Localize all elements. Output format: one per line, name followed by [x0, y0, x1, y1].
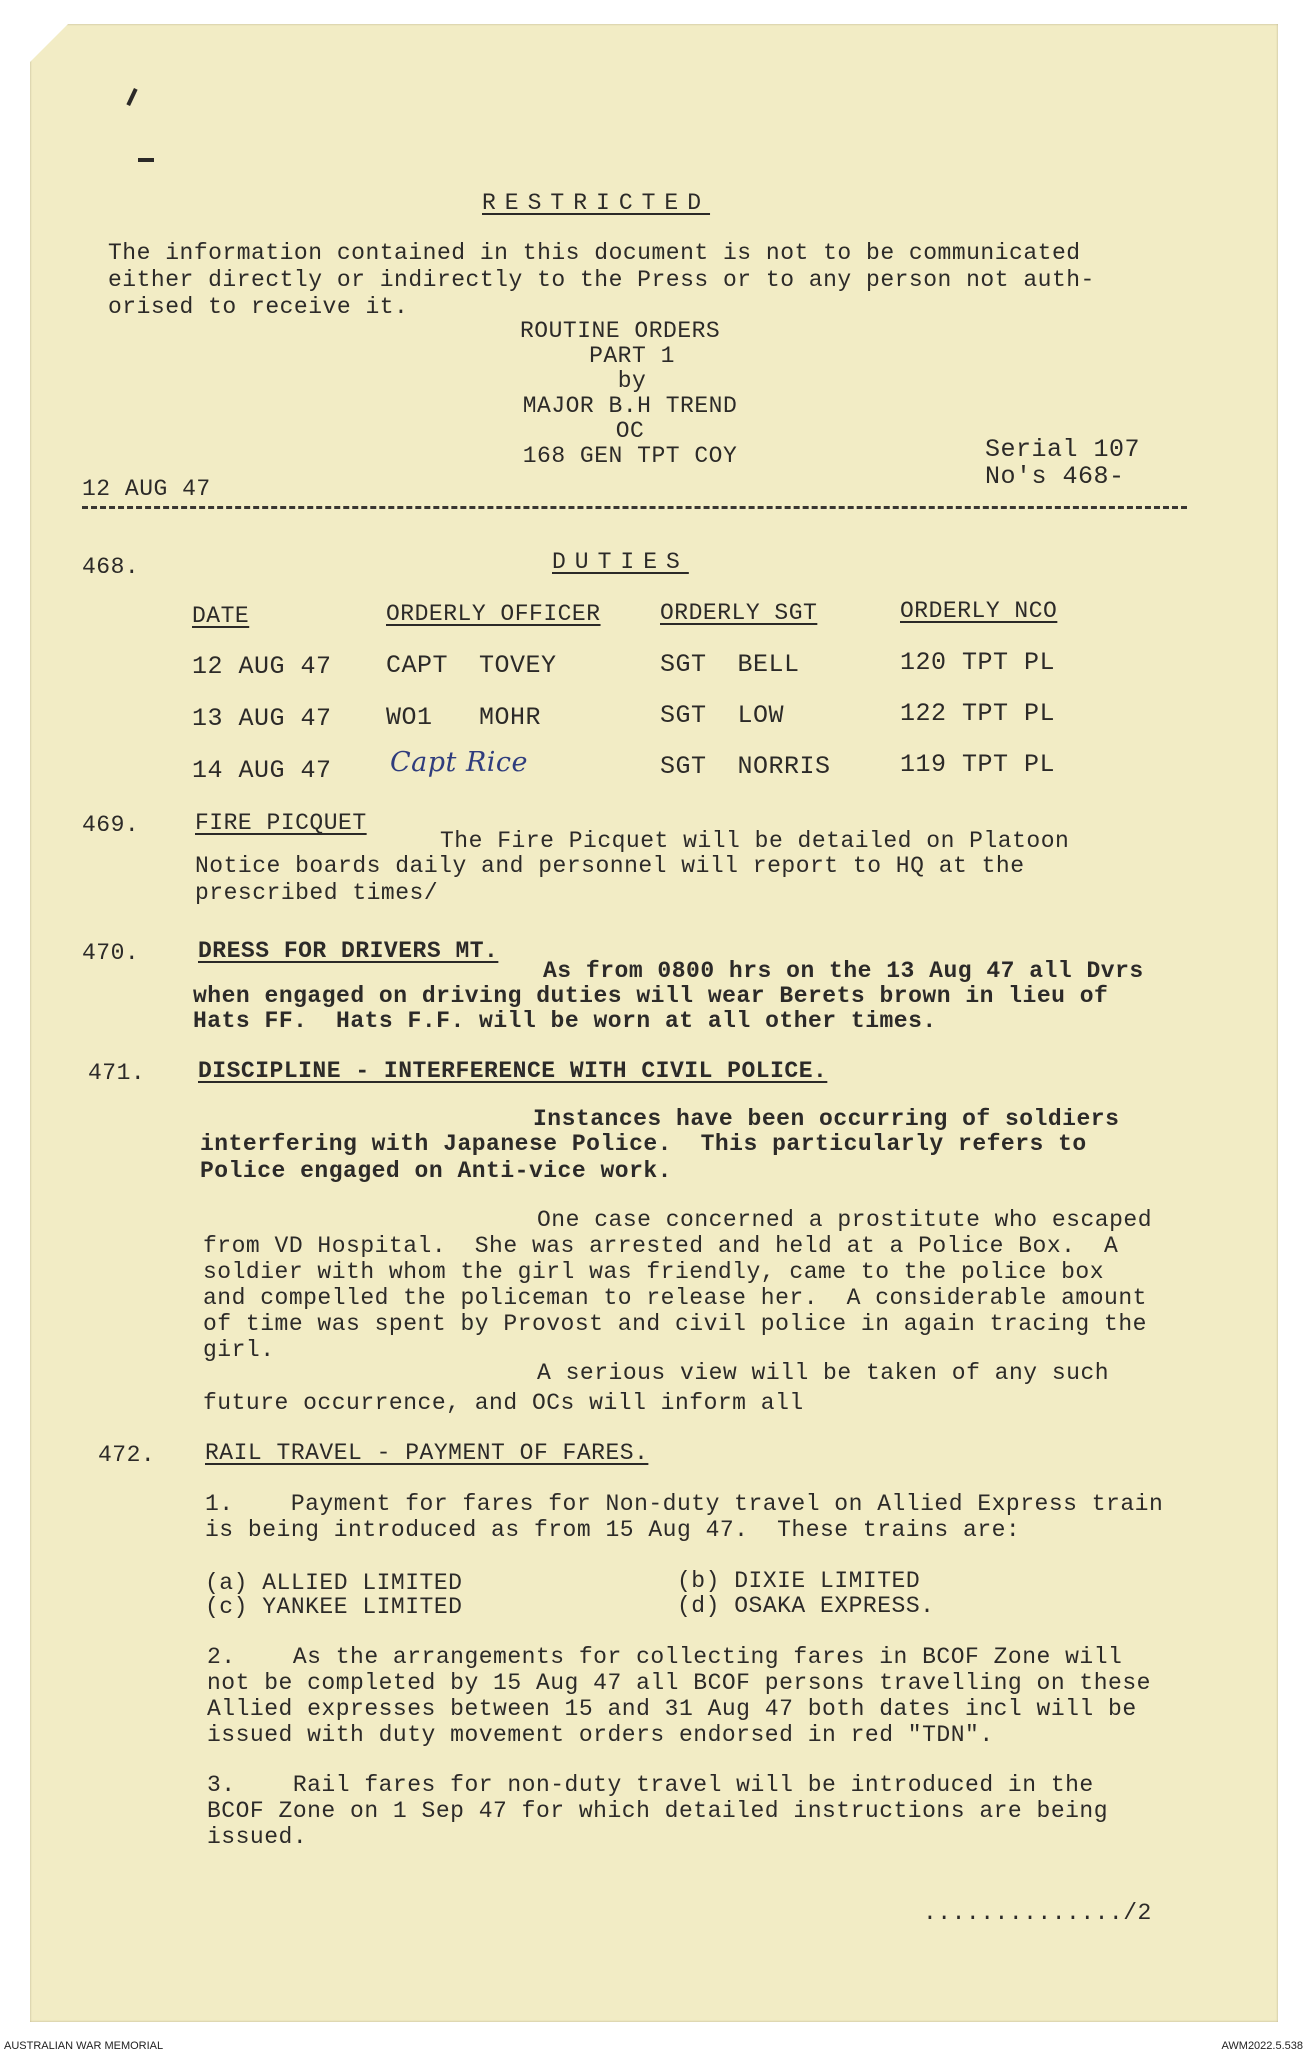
body-line: Instances have been occurring of soldiers: [533, 1106, 1120, 1132]
body-line: of time was spent by Provost and civil police in again tracing the: [203, 1311, 1147, 1337]
duties-heading: DUTIES: [552, 549, 689, 575]
duty-date: 12 AUG 47: [192, 652, 332, 681]
ink-mark: [138, 158, 154, 162]
body-line: issued.: [207, 1824, 308, 1850]
body-line: is being introduced as from 15 Aug 47. These trains are:: [205, 1517, 1021, 1543]
train-name: (a) ALLIED LIMITED: [205, 1570, 463, 1596]
body-line: One case concerned a prostitute who escaped: [537, 1207, 1152, 1233]
body-line: 2. As the arrangements for collecting fares in BCOF Zone will: [207, 1644, 1123, 1670]
column-header: ORDERLY SGT: [660, 600, 818, 626]
duty-nco: 122 TPT PL: [900, 699, 1056, 728]
body-line: 3. Rail fares for non-duty travel will be introduced in the: [207, 1772, 1094, 1798]
title-line: OC: [615, 418, 645, 444]
body-line: not be completed by 15 Aug 47 all BCOF persons travelling on these: [207, 1670, 1151, 1696]
body-line: Police engaged on Anti-vice work.: [200, 1158, 672, 1184]
body-line: BCOF Zone on 1 Sep 47 for which detailed instructions are being: [207, 1798, 1109, 1824]
title-line: 168 GEN TPT COY: [522, 443, 738, 469]
footer-institution: AUSTRALIAN WAR MEMORIAL: [4, 2040, 164, 2052]
section-heading: FIRE PICQUET: [195, 810, 367, 836]
column-header: ORDERLY OFFICER: [386, 601, 601, 627]
duty-officer: WO1 MOHR: [386, 703, 542, 732]
footer-reference: AWM2022.5.538: [1221, 2040, 1303, 2052]
separator-rule: [82, 506, 1187, 509]
body-line: when engaged on driving duties will wear Berets brown in lieu of: [193, 983, 1109, 1009]
body-line: girl.: [203, 1337, 275, 1363]
title-line: ROUTINE ORDERS: [520, 318, 721, 344]
body-line: The Fire Picquet will be detailed on Platoon: [440, 828, 1070, 854]
notice-line: either directly or indirectly to the Press or to any person not auth-: [108, 267, 1095, 293]
column-header: ORDERLY NCO: [900, 598, 1058, 624]
body-line: Allied expresses between 15 and 31 Aug 47 both dates incl will be: [207, 1696, 1137, 1722]
section-heading: DRESS FOR DRIVERS MT.: [198, 938, 499, 964]
body-line: soldier with whom the girl was friendly, came to the police box: [203, 1259, 1105, 1285]
duty-nco: 119 TPT PL: [900, 750, 1056, 779]
duty-nco: 120 TPT PL: [900, 648, 1056, 677]
handwritten-officer: Capt Rice: [390, 747, 529, 778]
train-name: (c) YANKEE LIMITED: [205, 1594, 463, 1620]
order-numbers: No's 468-: [985, 462, 1125, 491]
title-line: PART 1: [589, 343, 675, 369]
order-number: 469.: [82, 812, 140, 838]
body-line: A serious view will be taken of any such: [537, 1360, 1110, 1386]
restricted-heading: RESTRICTED: [482, 190, 711, 216]
serial-number: Serial 107: [985, 435, 1141, 464]
body-line: from VD Hospital. She was arrested and held at a Police Box. A: [203, 1233, 1119, 1259]
body-line: As from 0800 hrs on the 13 Aug 47 all Dvrs: [543, 958, 1144, 984]
order-number: 471.: [88, 1060, 146, 1086]
body-line: Hats FF. Hats F.F. will be worn at all other times.: [193, 1008, 937, 1034]
order-number: 468.: [82, 554, 140, 580]
title-line: by: [617, 368, 647, 394]
train-name: (b) DIXIE LIMITED: [677, 1568, 921, 1594]
body-line: 1. Payment for fares for Non-duty travel on Allied Express train: [205, 1491, 1164, 1517]
order-number: 472.: [98, 1442, 156, 1468]
order-date: 12 AUG 47: [82, 476, 211, 502]
body-line: prescribed times/: [195, 880, 439, 906]
train-name: (d) OSAKA EXPRESS.: [677, 1593, 935, 1619]
duty-date: 14 AUG 47: [192, 756, 332, 785]
notice-line: orised to receive it.: [108, 294, 409, 320]
order-number: 470.: [82, 940, 140, 966]
duty-sgt: SGT NORRIS: [660, 752, 831, 781]
section-heading: DISCIPLINE - INTERFERENCE WITH CIVIL POLICE.: [198, 1058, 828, 1084]
section-heading: RAIL TRAVEL - PAYMENT OF FARES.: [205, 1440, 649, 1466]
body-line: interfering with Japanese Police. This particularly refers to: [200, 1131, 1087, 1157]
title-line: MAJOR B.H TREND: [522, 393, 738, 419]
body-line: issued with duty movement orders endorsed in red "TDN".: [207, 1722, 994, 1748]
duty-date: 13 AUG 47: [192, 704, 332, 733]
body-line: Notice boards daily and personnel will report to HQ at the: [195, 853, 1025, 879]
body-line: and compelled the policeman to release her. A considerable amount: [203, 1285, 1147, 1311]
column-header: DATE: [192, 603, 250, 629]
notice-line: The information contained in this document is not to be communicated: [108, 240, 1081, 266]
duty-officer: CAPT TOVEY: [386, 651, 557, 680]
page-continuation: ............../2: [923, 1900, 1152, 1926]
body-line: future occurrence, and OCs will inform all: [203, 1390, 804, 1416]
folded-corner: [30, 24, 68, 62]
duty-sgt: SGT BELL: [660, 650, 800, 679]
duty-sgt: SGT LOW: [660, 701, 785, 730]
